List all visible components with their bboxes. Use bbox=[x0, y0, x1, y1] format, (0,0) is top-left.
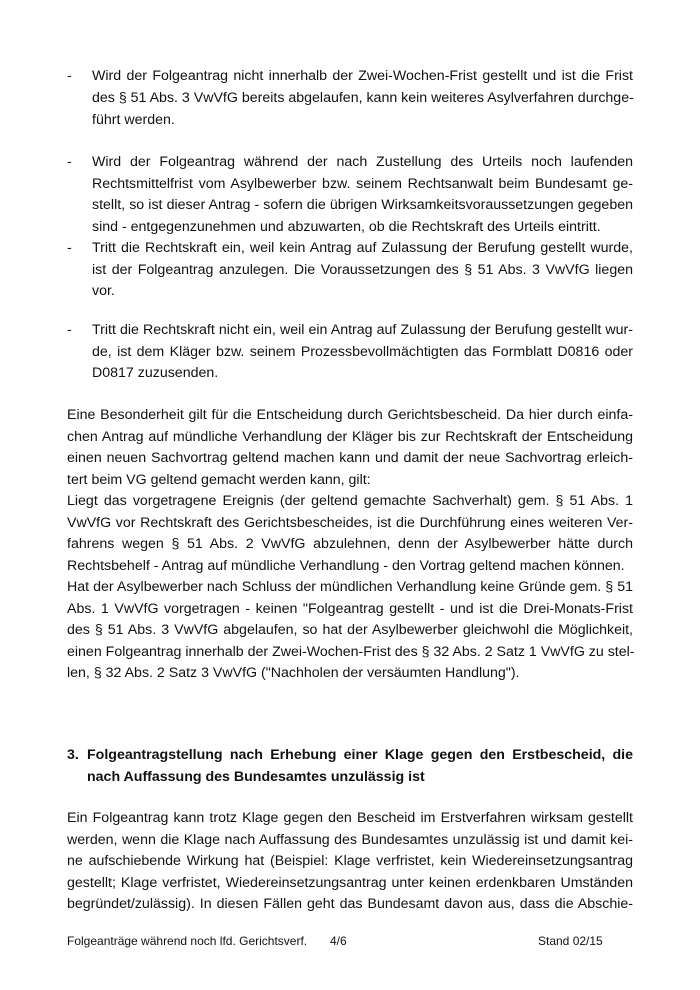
bullet-2-line-4: sind - entgegenzunehmen und abzuwarten, ob die Rechtskraft des Urteils eintritt. bbox=[92, 219, 601, 235]
bullet-dash: - bbox=[67, 154, 72, 170]
paragraph-1-line-9: Hat der Asylbewerber nach Schluss der mündlichen Verhandlung keine Gründe gem. § 51 bbox=[67, 579, 633, 595]
paragraph-1-line-12: einen Folgeantrag innerhalb der Zwei-Wochen-Frist des § 32 Abs. 2 Satz 1 VwVfG zu stel- bbox=[67, 644, 635, 660]
paragraph-2-line-3: ne aufschiebende Wirkung hat (Beispiel: Klage verfristet, kein Wiedereinsetzungsantrag bbox=[67, 853, 633, 869]
paragraph-1-line-11: des § 51 Abs. 3 VwVfG abgelaufen, so hat der Asylbewerber gleichwohl die Möglichkeit, bbox=[67, 622, 633, 638]
paragraph-1-line-13: len, § 32 Abs. 2 Satz 3 VwVfG ("Nachholen der versäumten Handlung"). bbox=[67, 665, 520, 681]
paragraph-1-line-5: Liegt das vorgetragene Ereignis (der geltend gemachte Sachverhalt) gem. § 51 Abs. 1 bbox=[67, 493, 633, 509]
paragraph-1-line-4: tert beim VG geltend gemacht werden kann, gilt: bbox=[67, 472, 371, 488]
section-number: 3. bbox=[67, 747, 79, 763]
bullet-dash: - bbox=[67, 68, 72, 84]
bullet-3-line-3: vor. bbox=[92, 283, 115, 299]
paragraph-1-line-8: Rechtsbehelf - Antrag auf mündliche Verhandlung - den Vortrag geltend machen können. bbox=[67, 558, 625, 574]
paragraph-2-line-1: Ein Folgeantrag kann trotz Klage gegen den Bescheid im Erstverfahren wirksam gestellt bbox=[67, 810, 633, 826]
bullet-2-line-1: Wird der Folgeantrag während der nach Zustellung des Urteils noch laufenden bbox=[92, 154, 633, 170]
bullet-3-line-2: ist der Folgeantrag anzulegen. Die Voraussetzungen des § 51 Abs. 3 VwVfG liegen bbox=[92, 262, 633, 278]
paragraph-1-line-3: einen neuen Sachvortrag geltend machen kann und damit der neue Sachvortrag erleich- bbox=[67, 450, 633, 466]
section-heading-line-2: nach Auffassung des Bundesamtes unzulässig ist bbox=[87, 769, 425, 785]
bullet-1-line-1: Wird der Folgeantrag nicht innerhalb der Zwei-Wochen-Frist gestellt und ist die Frist bbox=[92, 68, 633, 84]
footer-stand: Stand 02/15 bbox=[538, 934, 603, 948]
footer-page-number: 4/6 bbox=[330, 934, 347, 948]
paragraph-2-line-2: werden, wenn die Klage nach Auffassung des Bundesamtes unzulässig ist und damit kei- bbox=[67, 832, 633, 848]
bullet-1-line-2: des § 51 Abs. 3 VwVfG bereits abgelaufen, kann kein weiteres Asylverfahren durchge- bbox=[92, 90, 634, 106]
footer-title: Folgeanträge während noch lfd. Gerichtsverf. bbox=[67, 934, 308, 948]
paragraph-1-line-7: fahrens wegen § 51 Abs. 2 VwVfG abzulehnen, denn der Asylbewerber hätte durch bbox=[67, 536, 633, 552]
paragraph-1-line-1: Eine Besonderheit gilt für die Entscheidung durch Gerichtsbescheid. Da hier durch einfa- bbox=[67, 407, 633, 423]
paragraph-2-line-5: begründet/zulässig). In diesen Fällen geht das Bundesamt davon aus, dass die Abschie- bbox=[67, 896, 633, 912]
bullet-2-line-2: Rechtsmittelfrist vom Asylbewerber bzw. seinem Rechtsanwalt beim Bundesamt ge- bbox=[92, 176, 633, 192]
bullet-3-line-1: Tritt die Rechtskraft ein, weil kein Antrag auf Zulassung der Berufung gestellt wurde, bbox=[92, 240, 633, 256]
bullet-dash: - bbox=[67, 240, 72, 256]
bullet-4-line-2: de, ist dem Kläger bzw. seinem Prozessbevollmächtigten das Formblatt D0816 oder bbox=[92, 344, 633, 360]
paragraph-1-line-2: chen Antrag auf mündliche Verhandlung der Kläger bis zur Rechtskraft der Entscheidung bbox=[67, 429, 633, 445]
paragraph-1-line-6: VwVfG vor Rechtskraft des Gerichtsbescheides, ist die Durchführung eines weiteren Ver- bbox=[67, 515, 633, 531]
paragraph-1-line-10: Abs. 1 VwVfG vorgetragen - keinen "Folgeantrag gestellt - und ist die Drei-Monats-Frist bbox=[67, 601, 633, 617]
section-heading-line-1: Folgeantragstellung nach Erhebung einer Klage gegen den Erstbescheid, die bbox=[87, 747, 633, 763]
bullet-dash: - bbox=[67, 322, 72, 338]
paragraph-2-line-4: gestellt; Klage verfristet, Wiedereinsetzungsantrag unter keinen erdenkbaren Umständen bbox=[67, 875, 633, 891]
bullet-1-line-3: führt werden. bbox=[92, 112, 175, 128]
bullet-4-line-3: D0817 zuzusenden. bbox=[92, 365, 219, 381]
bullet-2-line-3: stellt, so ist dieser Antrag - sofern die übrigen Wirksamkeitsvoraussetzungen gegeben bbox=[92, 197, 633, 213]
bullet-4-line-1: Tritt die Rechtskraft nicht ein, weil ein Antrag auf Zulassung der Berufung gestellt wur- bbox=[92, 322, 633, 338]
